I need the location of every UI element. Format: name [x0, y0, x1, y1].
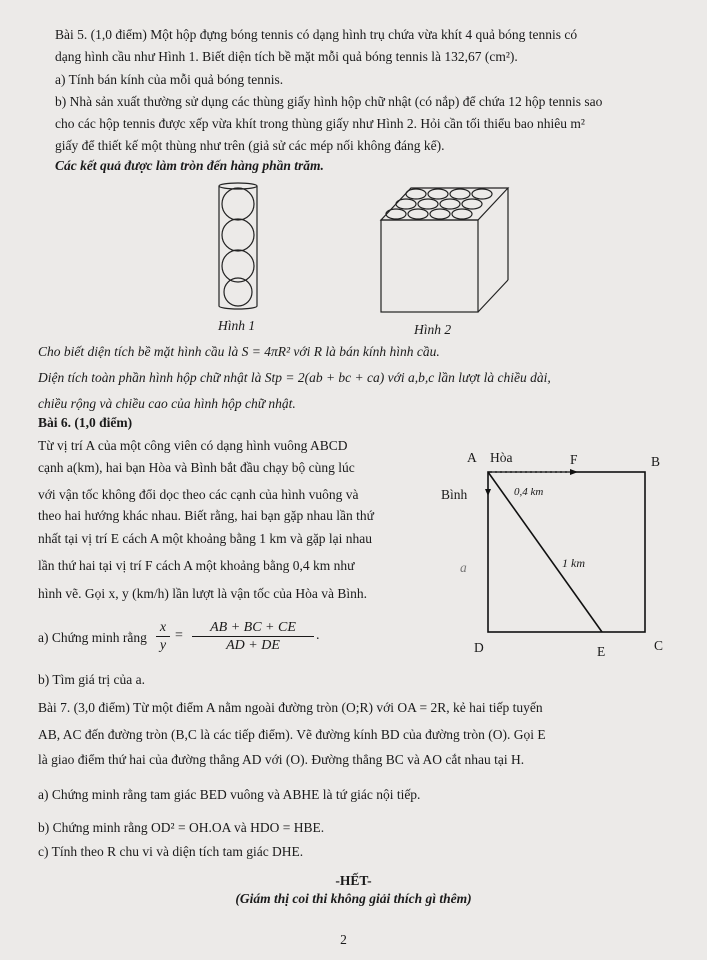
bai5-rounding-note: Các kết quả được làm tròn đến hàng phần trăm.: [55, 158, 324, 173]
bai5-box-note-line1: Diện tích toàn phần hình hộp chữ nhật là Stp = 2(ab + bc + ca) với a,b,c lần lượt là chiều dài,: [38, 370, 551, 385]
bai5-box-note-line2: chiều rộng và chiều cao của hình hộp chữ nhật.: [38, 396, 296, 411]
equals-sign: =: [175, 628, 183, 643]
bai7-part-a: a) Chứng minh rằng tam giác BED vuông và ABHE là tứ giác nội tiếp.: [38, 787, 421, 802]
bai6-line2: cạnh a(km), hai bạn Hòa và Bình bắt đầu chạy bộ cùng lúc: [38, 460, 355, 475]
bai5-sphere-note: Cho biết diện tích bề mặt hình cầu là S = 4πR² với R là bán kính hình cầu.: [38, 344, 440, 359]
bai7-part-b: b) Chứng minh rằng OD² = OH.OA và HDO = HBE.: [38, 820, 325, 835]
bai7-line2: AB, AC đến đường tròn (B,C là các tiếp điểm). Vẽ đường kính BD của đường tròn (O). Gọi E: [38, 727, 546, 742]
bai5-part-b-line2: cho các hộp tennis được xếp vừa khít trong thùng giấy như Hình 2. Hỏi cần tối thiểu bao nhiêu m²: [55, 116, 585, 131]
bai7-part-c: c) Tính theo R chu vi và diện tích tam giác DHE.: [38, 844, 304, 859]
bai6-part-b: b) Tìm giá trị của a.: [38, 672, 145, 687]
point-f-label: F: [570, 452, 578, 467]
figure-1-caption: Hình 1: [218, 318, 256, 333]
figure-2-box: [376, 182, 516, 317]
bai7-line1: Bài 7. (3,0 điểm) Từ một điểm A nằm ngoài đường tròn (O;R) với OA = 2R, kẻ hai tiếp tuyến: [38, 700, 543, 715]
frac-left-denominator: y: [159, 638, 167, 653]
bai7-line3: là giao điểm thứ hai của đường thẳng AD với (O). Đường thẳng BC và AO cắt nhau tại H.: [38, 752, 525, 767]
bai5-part-b-line3: giấy để thiết kế một thùng như trên (giả sử các mép nối không đáng kể).: [55, 138, 445, 153]
page-number: 2: [340, 932, 347, 947]
frac-right-numerator: AB + BC + CE: [192, 619, 314, 637]
point-a-label: A: [467, 450, 477, 465]
point-b-label: B: [651, 454, 661, 469]
point-c-label: C: [654, 638, 664, 653]
side-a-label: a: [460, 560, 467, 575]
formula-period: .: [316, 628, 320, 643]
end-mark: -HẾT-: [335, 873, 372, 888]
point-d-label: D: [474, 640, 484, 655]
park-square-diagram: [470, 465, 660, 640]
frac-right-denominator: AD + DE: [226, 638, 280, 653]
distance-04-label: 0,4 km: [514, 486, 544, 498]
bai6-part-a-prefix: a) Chứng minh rằng: [38, 630, 147, 645]
bai5-part-b-line1: b) Nhà sản xuất thường sử dụng các thùng giấy hình hộp chữ nhật (có nắp) để chứa 12 hộp tennis sao: [55, 94, 603, 109]
binh-label: Bình: [441, 487, 468, 502]
bai5-line2: dạng hình cầu như Hình 1. Biết diện tích bề mặt mỗi quả bóng tennis là 132,67 (cm²).: [55, 49, 518, 64]
distance-1-label: 1 km: [562, 556, 585, 570]
bai6-line4: theo hai hướng khác nhau. Biết rằng, hai bạn gặp nhau lần thứ: [38, 508, 374, 523]
hoa-label: Hòa: [490, 450, 513, 465]
proctor-note: (Giám thị coi thi không giải thích gì thêm): [235, 891, 472, 906]
frac-left-numerator: x: [156, 619, 170, 637]
figure-1-cylinder: [208, 182, 268, 312]
figure-2-caption: Hình 2: [414, 322, 452, 337]
bai6-fraction-left: [156, 619, 170, 655]
bai6-fraction-right: [192, 619, 314, 655]
bai6-line3: với vận tốc không đổi dọc theo các cạnh của hình vuông và: [38, 487, 359, 502]
bai6-line7: hình vẽ. Gọi x, y (km/h) lần lượt là vận tốc của Hòa và Bình.: [38, 586, 368, 601]
bai6-line1: Từ vị trí A của một công viên có dạng hình vuông ABCD: [38, 438, 348, 453]
point-e-label: E: [597, 644, 606, 659]
bai6-line5: nhất tại vị trí E cách A một khoảng bằng 1 km và gặp lại nhau: [38, 531, 373, 546]
bai6-line6: lần thứ hai tại vị trí F cách A một khoảng bằng 0,4 km như: [38, 558, 355, 573]
bai6-title: Bài 6. (1,0 điểm): [38, 415, 133, 430]
bai5-part-a: a) Tính bán kính của mỗi quả bóng tennis.: [55, 72, 284, 87]
bai5-line1: Bài 5. (1,0 điểm) Một hộp đựng bóng tennis có dạng hình trụ chứa vừa khít 4 quả bóng tennis có: [55, 27, 578, 42]
